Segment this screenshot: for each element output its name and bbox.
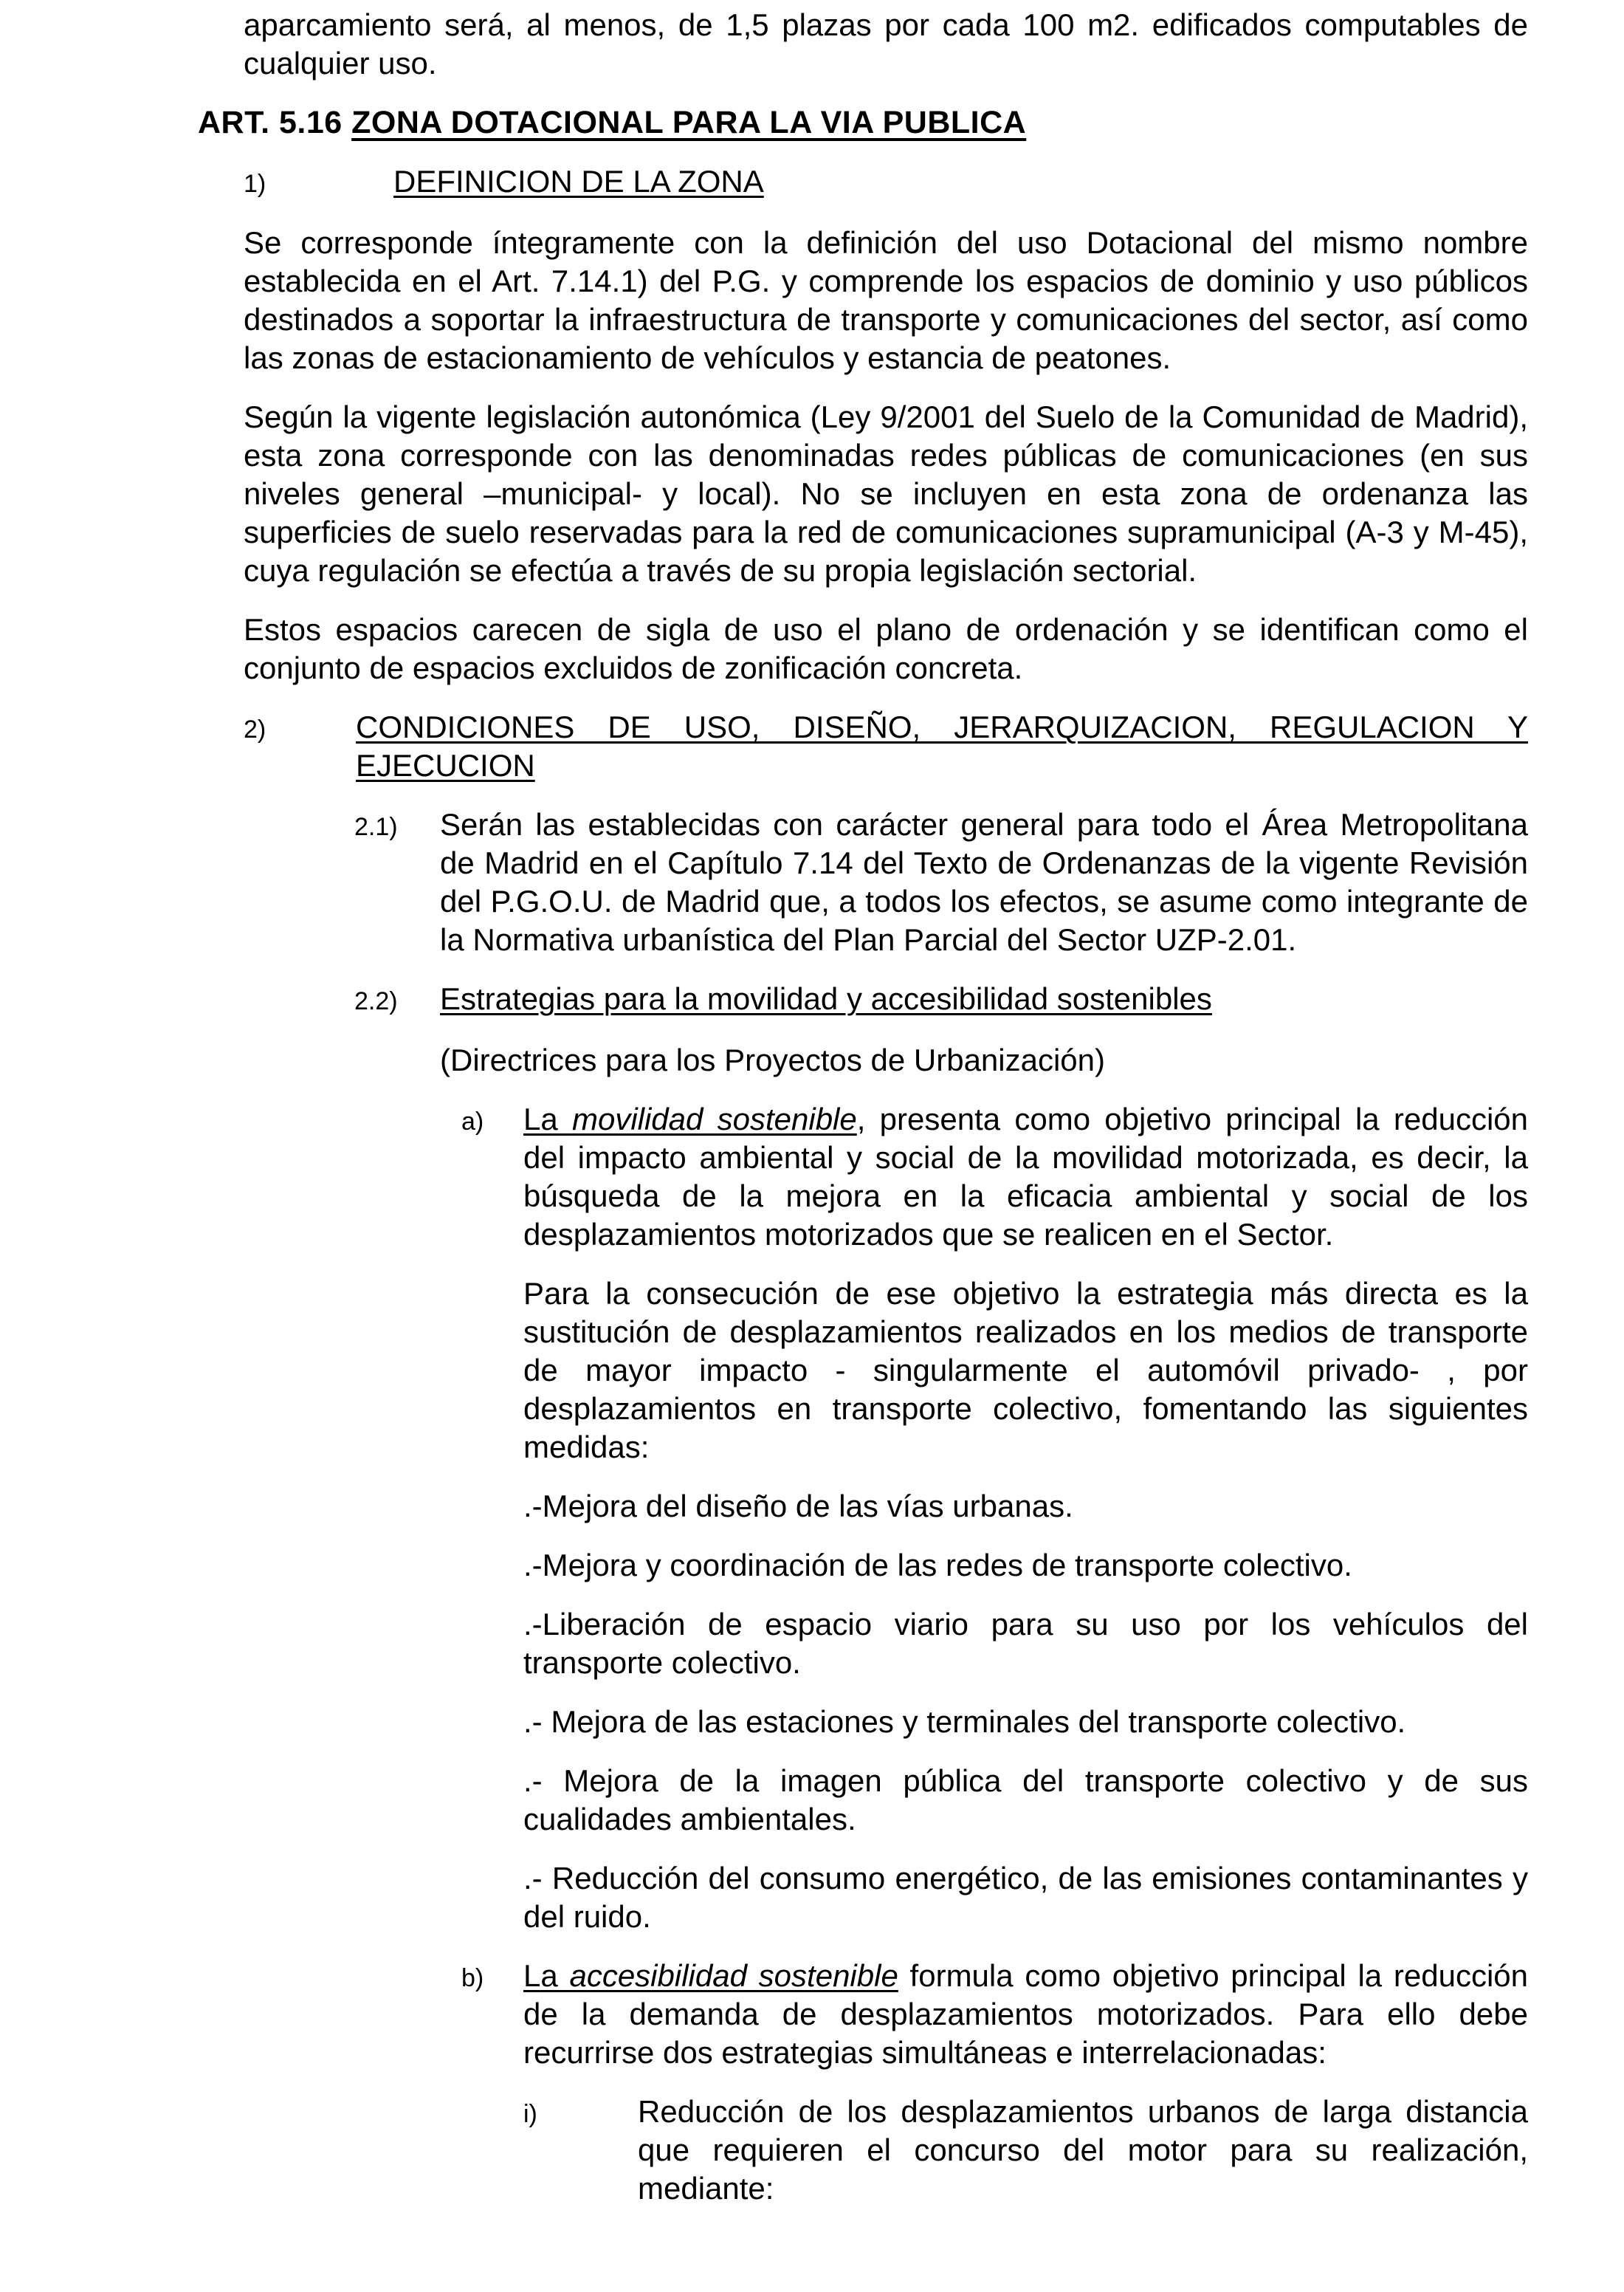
text-run: ART. 5.16	[198, 105, 352, 140]
clause-i	[523, 2093, 1528, 2208]
text-run: formula como objetivo principal la reducción de la demanda de desplazamientos motorizados. Para ello debe recurrirse dos estrategias simultáneas e interrelacionadas:	[523, 1958, 1528, 2070]
text-run: Serán las establecidas con carácter general para todo el Área Metropolitana de Madrid en el Capítulo 7.14 del Texto de Ordenanzas de la vigente Revisión del P.G.O.U. de Madrid que, a todos los efectos, se asume como integrante de la Normativa urbanística del Plan Parcial del Sector UZP-2.01.	[440, 807, 1528, 957]
bullet: .- Mejora de las estaciones y terminales del transporte colectivo.	[523, 1704, 1406, 1739]
bullet: .- Mejora de la imagen pública del transporte colectivo y de sus cualidades ambientales.	[523, 1763, 1528, 1836]
paragraph: Se corresponde íntegramente con la definición del uso Dotacional del mismo nombre establecida en el Art. 7.14.1) del P.G. y comprende los espacios de dominio y uso públicos destinados a soportar la infraestructura de transporte y comunicaciones del sector, así como las zonas de estacionamiento de vehículos y estancia de peatones.	[244, 225, 1528, 375]
item-text	[638, 2093, 1528, 2208]
item-text	[523, 1957, 1528, 2072]
text-run: CONDICIONES DE USO, DISEÑO, JERARQUIZACION, REGULACION Y EJECUCION	[356, 710, 1528, 783]
section-2-heading	[244, 708, 1528, 785]
clause-a	[461, 1100, 1528, 1254]
item-text	[393, 162, 1528, 201]
item-text	[523, 1100, 1528, 1254]
paragraph: Según la vigente legislación autonómica (Ley 9/2001 del Suelo de la Comunidad de Madrid), esta zona corresponde con las denominadas redes públicas de comunicaciones (en sus niveles general –municipal- y local). No se incluyen en esta zona de ordenanza las superficies de suelo reservadas para la red de comunicaciones supramunicipal (A-3 y M-45), cuya regulación se efectúa a través de su propia legislación sectorial.	[244, 399, 1528, 588]
item-number: 2)	[244, 716, 266, 744]
item-number: i)	[523, 2100, 537, 2128]
text-run: movilidad sostenible	[571, 1102, 857, 1136]
bullet: .-Mejora del diseño de las vías urbanas.	[523, 1489, 1073, 1523]
bullet: .- Reducción del consumo energético, de las emisiones contaminantes y del ruido.	[523, 1861, 1528, 1934]
text-run: Estrategias para la movilidad y accesibilidad sostenibles	[440, 981, 1212, 1016]
paragraph-parking: aparcamiento será, al menos, de 1,5 plazas por cada 100 m2. edificados computables de cualquier uso.	[244, 7, 1528, 80]
paragraph: Estos espacios carecen de sigla de uso el plano de ordenación y se identifican como el conjunto de espacios excluidos de zonificación concreta.	[244, 612, 1528, 685]
text-run: Reducción de los desplazamientos urbanos de larga distancia que requieren el concurso del motor para su realización, mediante:	[638, 2094, 1528, 2206]
item-text	[356, 708, 1528, 785]
section-1-heading	[244, 162, 1528, 203]
paragraph: Para la consecución de ese objetivo la estrategia más directa es la sustitución de desplazamientos realizados en los medios de transporte de mayor impacto - singularmente el automóvil privado- , por desplazamientos en transporte colectivo, fomentando las siguientes medidas:	[523, 1276, 1528, 1464]
text-run: ZONA DOTACIONAL PARA LA VIA PUBLICA	[351, 105, 1027, 140]
clause-2-1	[354, 806, 1528, 959]
clause-b	[461, 1957, 1528, 2072]
item-number: 2.2)	[354, 987, 398, 1015]
item-number: 2.1)	[354, 813, 398, 841]
item-number: b)	[461, 1964, 484, 1992]
text-run: DEFINICION DE LA ZONA	[393, 164, 764, 199]
clause-2-2	[354, 980, 1528, 1020]
item-number: 1)	[244, 170, 266, 198]
text-run: , presenta como objetivo principal la reducción del impacto ambiental y social de la movilidad motorizada, es decir, la búsqueda de la mejora en la eficacia ambiental y social de los desplazamientos motorizados que se realicen en el Sector.	[523, 1102, 1528, 1252]
item-text	[440, 806, 1528, 959]
text-run: accesibilidad sostenible	[569, 1958, 898, 1993]
article-heading	[198, 103, 1528, 142]
bullet: .-Mejora y coordinación de las redes de transporte colectivo.	[523, 1548, 1352, 1582]
item-text	[440, 980, 1528, 1018]
bullet: .-Liberación de espacio viario para su uso por los vehículos del transporte colectivo.	[523, 1607, 1528, 1680]
item-number: a)	[461, 1108, 484, 1136]
text-run: La	[523, 1102, 572, 1136]
paragraph-directrices: (Directrices para los Proyectos de Urbanización)	[440, 1043, 1106, 1077]
text-run: La	[523, 1958, 570, 1993]
